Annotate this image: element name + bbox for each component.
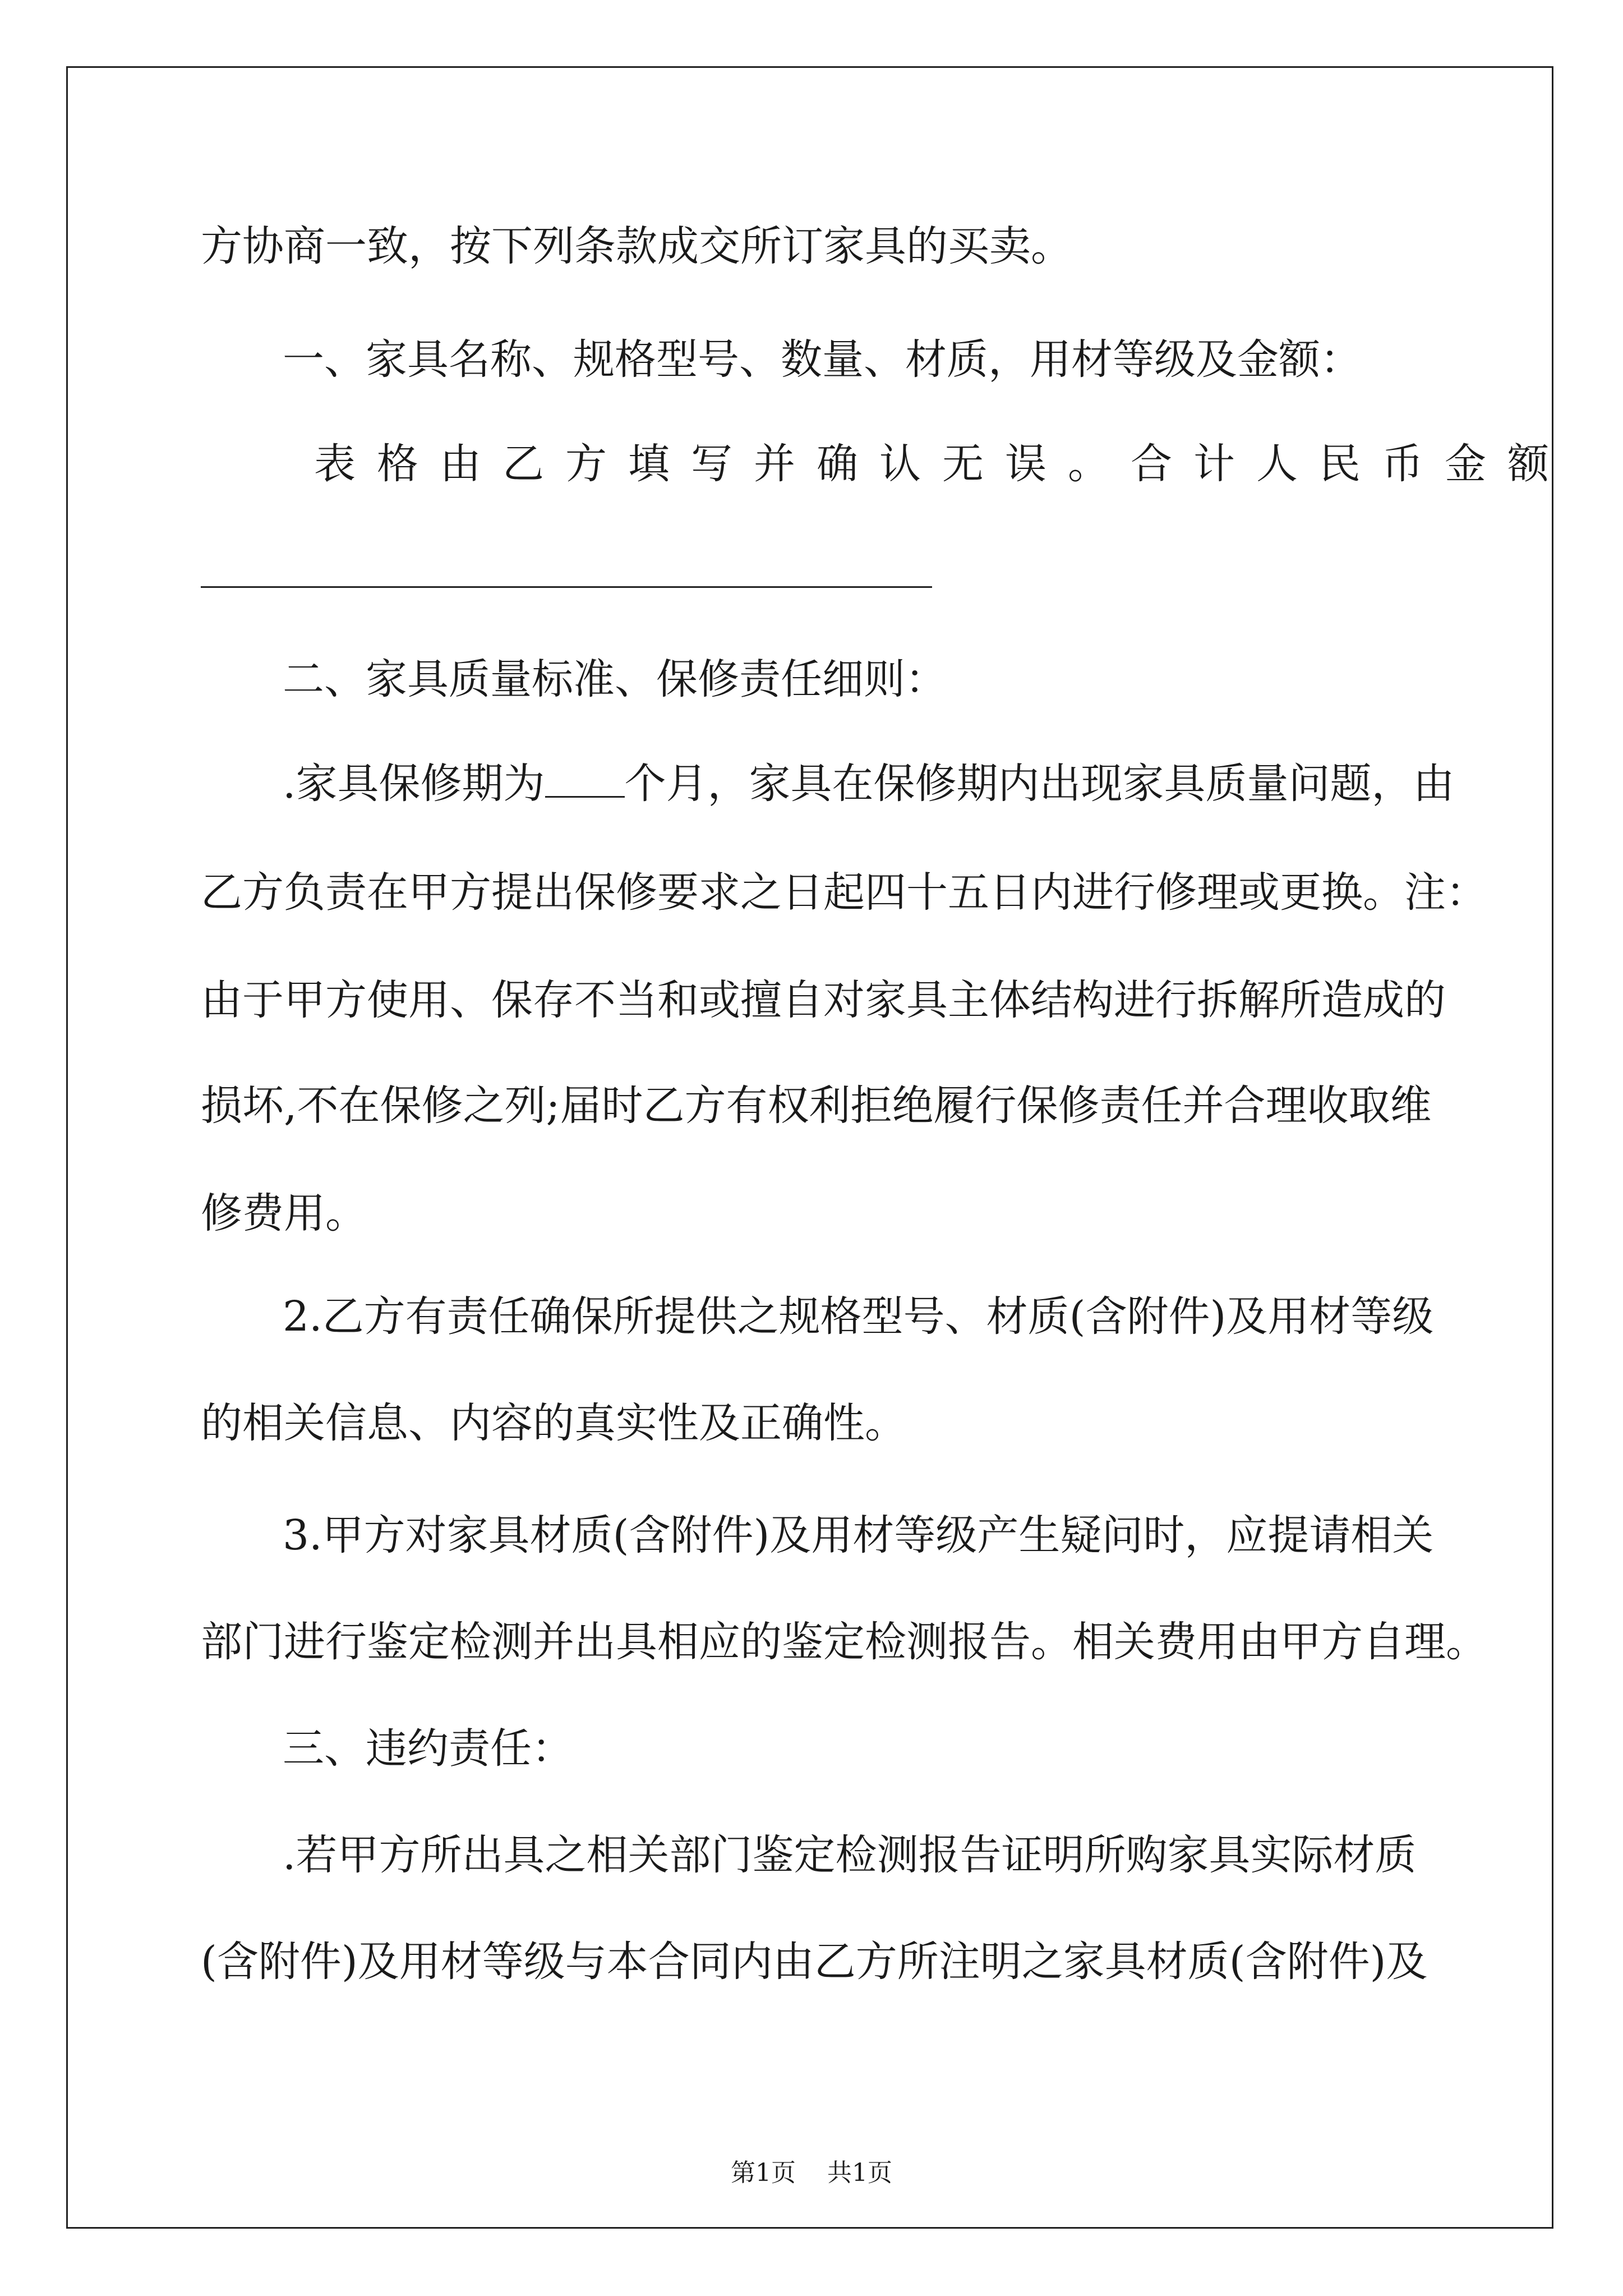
paragraph-line: 损坏,不在保修之列;届时乙方有权利拒绝履行保修责任并合理收取维: [201, 1082, 1432, 1130]
paragraph-line: 2.乙方有责任确保所提供之规格型号、材质(含附件)及用材等级: [283, 1292, 1434, 1341]
paragraph-line: (含附件)及用材等级与本合同内由乙方所注明之家具材质(含附件)及: [201, 1938, 1428, 1986]
paragraph-line: 部门进行鉴定检测并出具相应的鉴定检测报告。相关费用由甲方自理。: [201, 1618, 1487, 1666]
paragraph-line: .若甲方所出具之相关部门鉴定检测报告证明所购家具实际材质: [283, 1831, 1417, 1879]
warranty-months-blank: [545, 763, 625, 798]
paragraph-line: 由于甲方使用、保存不当和或擅自对家具主体结构进行拆解所造成的: [201, 976, 1446, 1024]
section-heading-2: 二、家具质量标准、保修责任细则：: [283, 655, 947, 703]
paragraph-line: 的相关信息、内容的真实性及正确性。: [201, 1399, 906, 1447]
page-total: 共1页: [827, 2159, 892, 2187]
paragraph-text: 个月，家具在保修期内出现家具质量问题，由: [624, 760, 1455, 808]
amount-underline: [201, 586, 932, 588]
page-border: [66, 66, 1553, 2229]
paragraph-line: [283, 760, 1455, 808]
section-heading-3: 三、违约责任：: [283, 1724, 573, 1773]
paragraph-text: .家具保修期为: [283, 760, 545, 808]
section-heading-1: 一、家具名称、规格型号、数量、材质，用材等级及金额：: [283, 335, 1362, 384]
page-footer: [0, 2161, 1623, 2185]
paragraph-line: 方协商一致，按下列条款成交所订家具的买卖。: [201, 222, 1072, 270]
paragraph-line: 修费用。: [201, 1189, 367, 1237]
paragraph-line: 表格由乙方填写并确认无误。合计人民币金额: [314, 440, 1570, 488]
paragraph-line: 乙方负责在甲方提出保修要求之日起四十五日内进行修理或更换。注：: [201, 868, 1487, 917]
page-number: 第1页: [731, 2159, 796, 2187]
paragraph-line: 3.甲方对家具材质(含附件)及用材等级产生疑问时，应提请相关: [283, 1511, 1434, 1559]
